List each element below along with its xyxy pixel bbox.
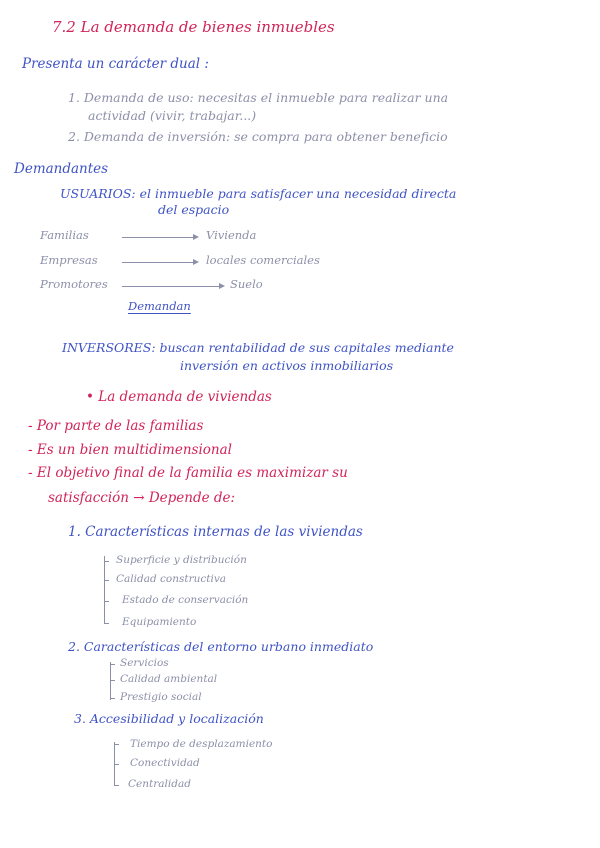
arrow-head-icon: [193, 234, 199, 240]
group-2-item-1: Servicios: [120, 657, 169, 669]
dual-item-2: 2. Demanda de inversión: se compra para obtener beneficio: [68, 129, 448, 144]
arrow-line: [122, 262, 194, 263]
demanded-locales: locales comerciales: [206, 253, 320, 267]
bracket-tick: [114, 764, 119, 765]
demandantes-heading: Demandantes: [14, 161, 109, 177]
group-1-bracket: [104, 556, 105, 624]
inversores-line-1: INVERSORES: buscan rentabilidad de sus capitales mediante: [62, 340, 454, 355]
arrow-line: [122, 237, 194, 238]
vivienda-heading: • La demanda de viviendas: [86, 389, 272, 405]
bracket-tick: [110, 664, 115, 665]
group-1-item-2: Calidad constructiva: [116, 573, 227, 585]
arrow-line: [122, 286, 220, 287]
group-2-bracket: [110, 662, 111, 700]
dual-item-1-line-2: actividad (vivir, trabajar...): [88, 108, 257, 123]
demanded-suelo: Suelo: [230, 277, 263, 291]
group-1-item-3: Estado de conservación: [122, 594, 249, 606]
demandan-label: Demandan: [128, 299, 191, 313]
bullet-objetivo: - El objetivo final de la familia es maximizar su: [28, 465, 348, 481]
group-1-item-4: Equipamiento: [122, 616, 197, 628]
inversores-line-2: inversión en activos inmobiliarios: [180, 358, 394, 373]
usuarios-line-2: del espacio: [158, 202, 230, 217]
bracket-tick: [104, 623, 109, 624]
bracket-tick: [104, 561, 109, 562]
bracket-tick: [114, 785, 119, 786]
group-1-heading: 1. Características internas de las viviendas: [68, 524, 363, 540]
demandante-familias: Familias: [40, 228, 89, 242]
group-3-item-3: Centralidad: [128, 778, 191, 790]
group-2-item-3: Prestigio social: [120, 691, 202, 703]
bracket-tick: [104, 601, 109, 602]
bullet-multidimensional: - Es un bien multidimensional: [28, 442, 232, 458]
arrow-head-icon: [219, 283, 225, 289]
group-2-item-2: Calidad ambiental: [120, 673, 218, 685]
bracket-tick: [104, 580, 109, 581]
demandante-promotores: Promotores: [40, 277, 108, 291]
satisfaccion-line: satisfacción → Depende de:: [48, 490, 236, 506]
bracket-tick: [110, 698, 115, 699]
page-title: 7.2 La demanda de bienes inmuebles: [52, 18, 335, 36]
group-3-heading: 3. Accesibilidad y localización: [74, 711, 264, 726]
demandante-empresas: Empresas: [40, 253, 98, 267]
intro-line: Presenta un carácter dual :: [22, 56, 209, 72]
dual-item-1-line-1: 1. Demanda de uso: necesitas el inmueble para realizar una: [68, 90, 449, 105]
group-2-heading: 2. Características del entorno urbano inmediato: [68, 639, 374, 654]
group-1-item-1: Superficie y distribución: [116, 554, 247, 566]
group-3-item-1: Tiempo de desplazamiento: [130, 738, 273, 750]
bullet-familias: - Por parte de las familias: [28, 418, 204, 434]
arrow-head-icon: [193, 259, 199, 265]
usuarios-line-1: USUARIOS: el inmueble para satisfacer una necesidad directa: [60, 186, 457, 201]
bracket-tick: [114, 744, 119, 745]
demanded-vivienda: Vivienda: [206, 228, 257, 242]
group-3-item-2: Conectividad: [130, 757, 200, 769]
bracket-tick: [110, 680, 115, 681]
